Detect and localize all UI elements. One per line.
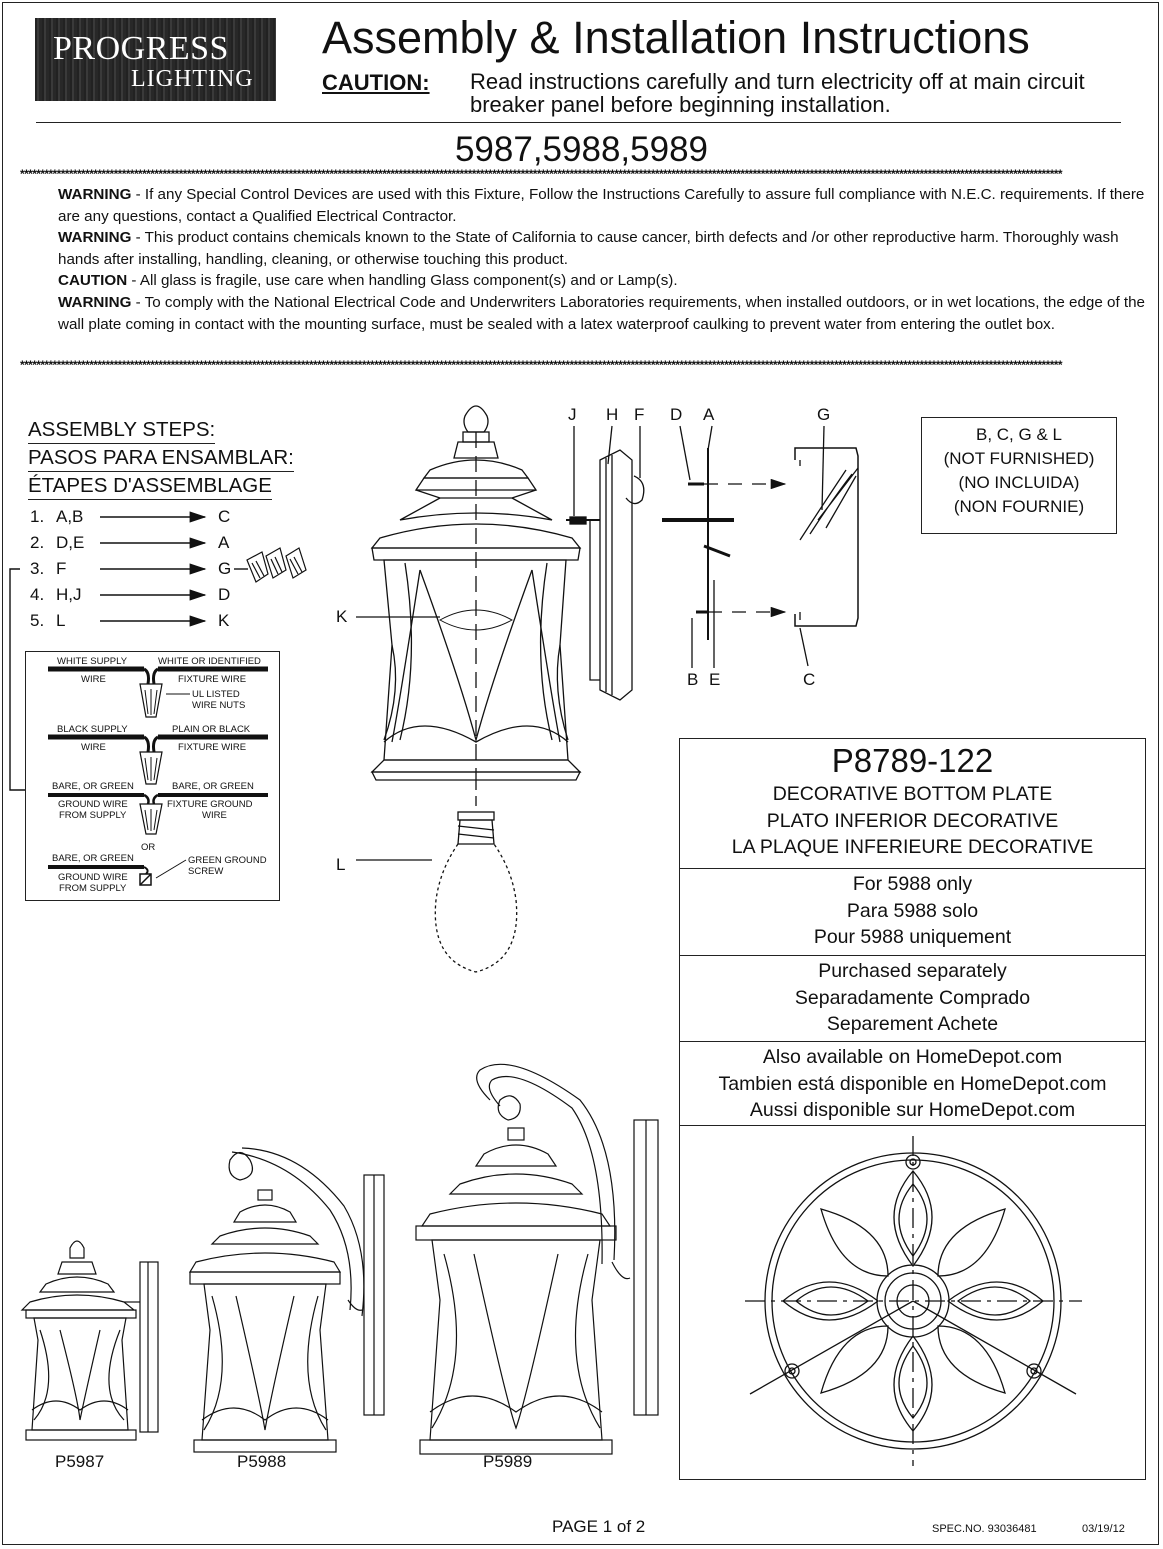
wire-label: BARE, OR GREEN xyxy=(52,853,134,864)
logo-line-2: LIGHTING xyxy=(131,66,254,92)
wire-label: WIRE xyxy=(81,674,106,685)
wire-label: WHITE OR IDENTIFIED xyxy=(158,656,261,667)
assembly-heading-fr: ÉTAPES D'ASSEMBLAGE xyxy=(28,472,272,500)
wire-label: BARE, OR GREEN xyxy=(172,781,254,792)
not-furnished-es: (NO INCLUIDA) xyxy=(958,473,1080,492)
step-to: D xyxy=(218,585,231,604)
caution-text: Read instructions carefully and turn electricity off at main circuit breaker panel before beginning installation. xyxy=(470,69,1085,117)
star-divider-bottom: **************************************************************************************************************************************************************************************************************************************************************** xyxy=(20,358,1062,372)
part-label-c: C xyxy=(803,670,816,689)
caution-glass: CAUTION - All glass is fragile, use care when handling Glass component(s) and or Lamp(s). xyxy=(58,272,678,290)
spec-purchase-es: Separadamente Comprado xyxy=(794,986,1031,1009)
part-label-g: G xyxy=(817,405,831,424)
spec-name-fr: LA PLAQUE INFERIEURE DECORATIVE xyxy=(731,836,1094,858)
step-num: 5. xyxy=(30,611,45,630)
caution-label: CAUTION: xyxy=(322,70,430,95)
model-label-p5989: P5989 xyxy=(483,1452,533,1471)
spec-for-es: Para 5988 solo xyxy=(846,899,979,922)
step-num: 4. xyxy=(30,585,45,604)
not-furnished-parts: B, C, G & L xyxy=(976,425,1062,444)
step-to: A xyxy=(218,533,230,552)
not-furnished-fr: (NON FOURNIE) xyxy=(953,497,1085,516)
spec-name-en: DECORATIVE BOTTOM PLATE xyxy=(772,783,1053,805)
fixture-p5988 xyxy=(190,1148,384,1452)
logo-line-1: PROGRESS xyxy=(53,30,229,67)
fixture-p5989 xyxy=(416,1064,658,1454)
star-divider-top: **************************************************************************************************************************************************************************************************************************************************************** xyxy=(20,167,1062,181)
wire-label: FROM SUPPLY xyxy=(59,883,127,894)
model-label-p5988: P5988 xyxy=(237,1452,287,1471)
step-from: F xyxy=(56,559,67,578)
wire-label: FIXTURE GROUND xyxy=(167,799,253,810)
spec-for-en: For 5988 only xyxy=(852,873,973,895)
step-num: 1. xyxy=(30,507,45,526)
fixture-p5987 xyxy=(22,1241,158,1440)
part-label-f: F xyxy=(634,405,645,424)
spec-date: 03/19/12 xyxy=(1082,1523,1125,1535)
warning-3: WARNING - To comply with the National Electrical Code and Underwriters Laboratories requirements, when installed outdoors, or in wet locations, the edge of the wall plate coming in contact with the mounting surface, must be sealed with a latex waterproof caulking to prevent water from entering the outlet box. xyxy=(58,293,1145,333)
wire-label: GROUND WIRE xyxy=(58,799,128,810)
wire-label: WIRE xyxy=(202,810,227,821)
wire-label: FIXTURE WIRE xyxy=(178,742,247,753)
wire-label: BARE, OR GREEN xyxy=(52,781,134,792)
part-label-e: E xyxy=(709,670,721,689)
spec-available-es: Tambien está disponible en HomeDepot.com xyxy=(718,1072,1107,1095)
wire-label: GREEN GROUND xyxy=(188,855,267,866)
wire-label: WHITE SUPPLY xyxy=(57,656,128,667)
spec-available-fr: Aussi disponible sur HomeDepot.com xyxy=(749,1099,1076,1121)
wire-label: PLAIN OR BLACK xyxy=(172,724,251,735)
spec-available-en: Also available on HomeDepot.com xyxy=(762,1046,1063,1068)
part-label-d: D xyxy=(670,405,683,424)
assembly-heading-en: ASSEMBLY STEPS: xyxy=(28,416,215,444)
step-from: L xyxy=(56,611,66,630)
not-furnished-en: (NOT FURNISHED) xyxy=(943,449,1095,468)
spec-part-number: P8789-122 xyxy=(831,742,994,779)
step-to: K xyxy=(218,611,230,630)
part-label-b: B xyxy=(687,670,699,689)
spec-purchase-fr: Separement Achete xyxy=(826,1013,999,1035)
wire-label: FROM SUPPLY xyxy=(59,810,127,821)
part-label-h: H xyxy=(606,405,619,424)
step-num: 3. xyxy=(30,559,45,578)
wire-label: FIXTURE WIRE xyxy=(178,674,247,685)
step-to: G xyxy=(218,559,232,578)
step-to: C xyxy=(218,507,231,526)
wire-label: SCREW xyxy=(188,866,224,877)
page-title: Assembly & Installation Instructions xyxy=(322,12,1030,63)
wire-label: BLACK SUPPLY xyxy=(57,724,128,735)
model-label-p5987: P5987 xyxy=(55,1452,105,1471)
step-from: H,J xyxy=(56,585,82,604)
spec-for-fr: Pour 5988 uniquement xyxy=(813,926,1012,948)
wire-label: UL LISTED xyxy=(192,689,240,700)
spec-name-es: PLATO INFERIOR DECORATIVE xyxy=(766,809,1059,832)
step-from: D,E xyxy=(56,533,85,552)
part-label-a: A xyxy=(703,405,715,424)
page-number: PAGE 1 of 2 xyxy=(552,1517,646,1536)
part-label-l: L xyxy=(336,855,346,874)
part-label-j: J xyxy=(568,405,577,424)
spec-purchase-en: Purchased separately xyxy=(818,960,1007,982)
spec-number: SPEC.NO. 93036481 xyxy=(932,1523,1037,1535)
wire-label: OR xyxy=(141,842,156,853)
wire-label: WIRE xyxy=(81,742,106,753)
assembly-heading-es: PASOS PARA ENSAMBLAR: xyxy=(28,444,294,472)
warning-1: WARNING - If any Special Control Devices are used with this Fixture, Follow the Instructions Carefully to assure full compliance with N.E.C. requirements. If there are any questions, contact a Qualified Electrical Contractor. xyxy=(58,186,1145,225)
step-num: 2. xyxy=(30,533,45,552)
model-numbers: 5987,5988,5989 xyxy=(454,130,709,169)
step-from: A,B xyxy=(56,507,84,526)
wire-label: WIRE NUTS xyxy=(192,700,246,711)
wire-label: GROUND WIRE xyxy=(58,872,128,883)
warning-2: WARNING - This product contains chemicals known to the State of California to cause cancer, birth defects and /or other reproductive harm. Thoroughly wash hands after installing, handling, cleaning, or otherwise touching this product. xyxy=(58,229,1119,268)
part-label-k: K xyxy=(336,607,348,626)
